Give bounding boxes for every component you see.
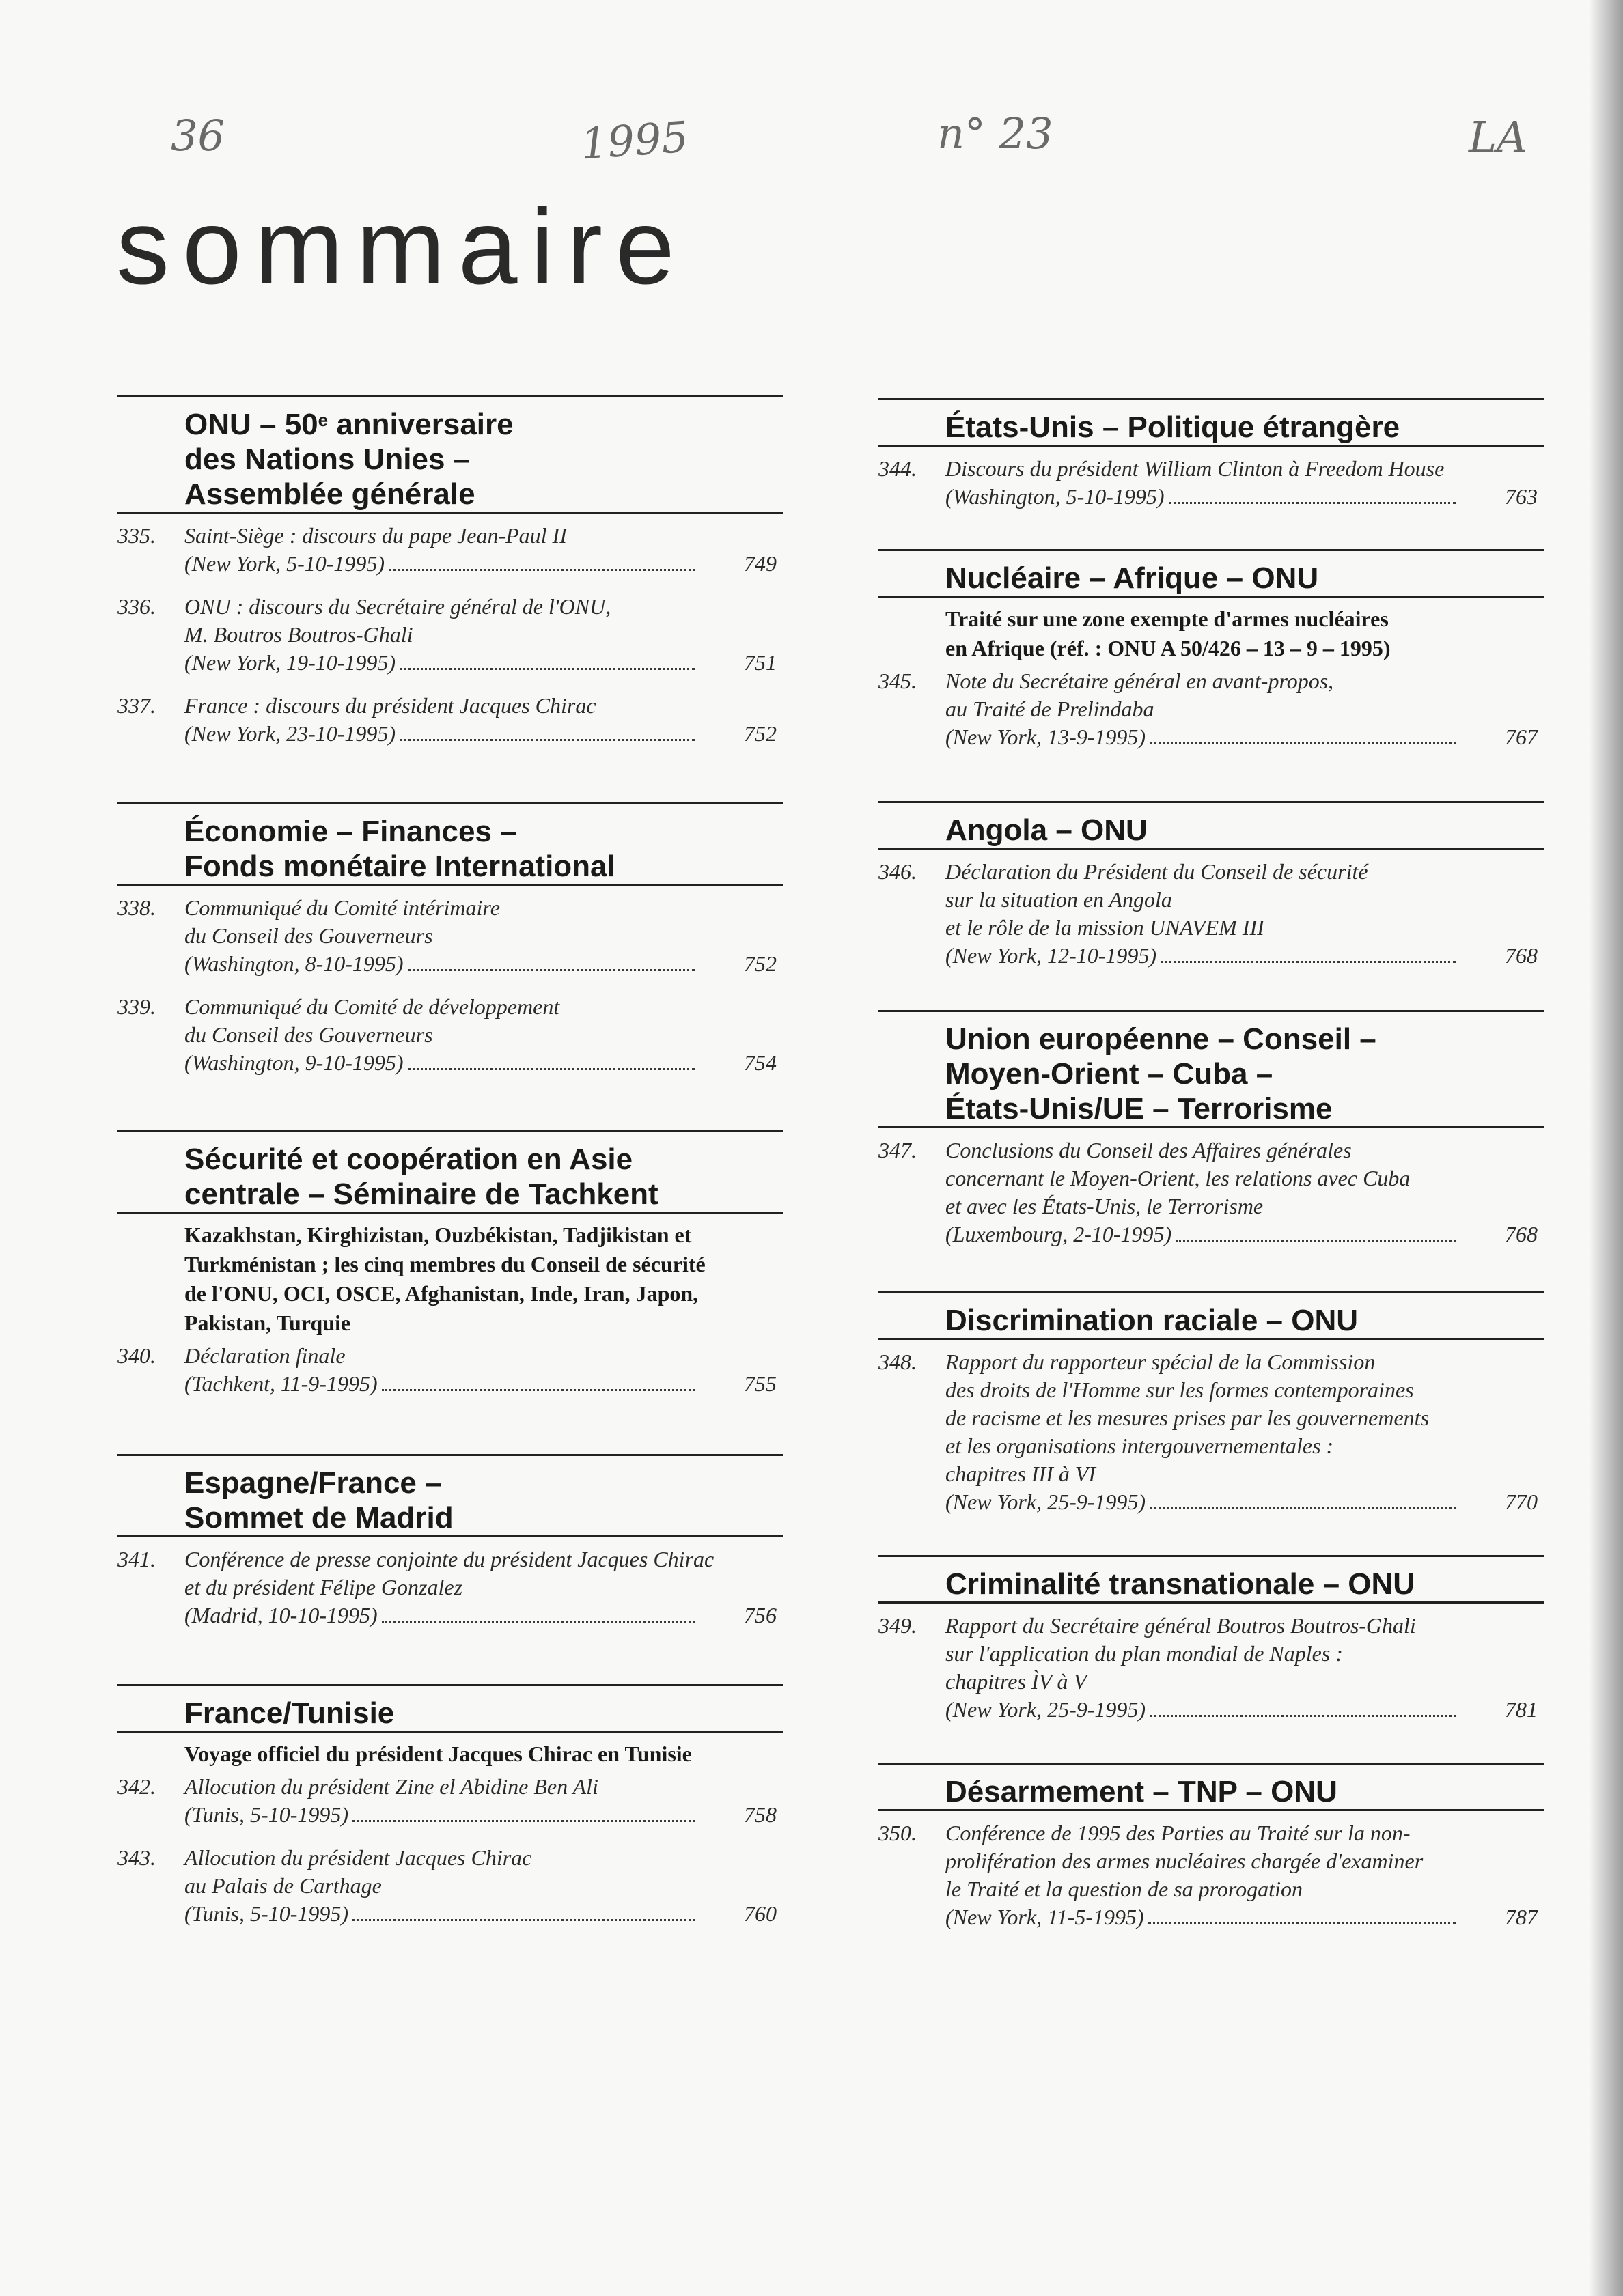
page-number: 787 bbox=[1505, 1905, 1538, 1929]
entry-number: 346. bbox=[878, 859, 917, 884]
entry-line: Allocution du président Zine el Abidine Ben Ali bbox=[184, 1774, 598, 1799]
entry-text bbox=[945, 455, 1544, 511]
heading-line: Criminalité transnationale – ONU bbox=[945, 1567, 1415, 1601]
entry-line: Déclaration du Président du Conseil de sécurité bbox=[945, 859, 1368, 884]
entry-line: du Conseil des Gouverneurs bbox=[184, 1022, 433, 1047]
section-bottom-rule bbox=[878, 1601, 1544, 1604]
page-number: 752 bbox=[744, 721, 777, 746]
toc-entry bbox=[878, 455, 1544, 511]
subtitle-line: en Afrique (réf. : ONU A 50/426 – 13 – 9 – 1995) bbox=[945, 636, 1391, 660]
heading-line: des Nations Unies – bbox=[184, 443, 471, 476]
entry-place-date: (New York, 13-9-1995) bbox=[945, 725, 1146, 749]
entry-line: Communiqué du Comité intérimaire bbox=[184, 895, 500, 920]
dot-leader bbox=[352, 1820, 695, 1822]
entry-last-line bbox=[945, 1220, 1544, 1248]
entry-last-line bbox=[184, 1801, 783, 1829]
entry-text bbox=[184, 1844, 783, 1928]
entry-number: 340. bbox=[117, 1343, 156, 1368]
entry-line: de racisme et les mesures prises par les gouvernements bbox=[945, 1405, 1430, 1430]
entry-list bbox=[117, 522, 783, 748]
dot-leader bbox=[1150, 1715, 1456, 1717]
entry-number: 350. bbox=[878, 1821, 917, 1845]
section-heading bbox=[878, 1012, 1544, 1126]
heading-line: France/Tunisie bbox=[184, 1696, 395, 1730]
entry-place-date: (New York, 25-9-1995) bbox=[945, 1697, 1146, 1722]
subtitle-line: Turkménistan ; les cinq membres du Conseil de sécurité bbox=[184, 1252, 706, 1276]
entry-last-line bbox=[184, 649, 783, 677]
handwritten-note: 36 bbox=[171, 111, 225, 160]
entry-line: et avec les États-Unis, le Terrorisme bbox=[945, 1194, 1264, 1218]
section-heading bbox=[117, 1132, 783, 1212]
toc-section bbox=[878, 1291, 1544, 1531]
heading-text: anniversaire bbox=[328, 408, 514, 441]
dot-leader bbox=[1148, 1922, 1456, 1924]
toc-section bbox=[878, 1555, 1544, 1739]
entry-line: Communiqué du Comité de développement bbox=[184, 994, 560, 1019]
entry-text bbox=[184, 522, 783, 578]
toc-entry bbox=[878, 1612, 1544, 1724]
entry-line: Discours du président William Clinton à Freedom House bbox=[945, 456, 1445, 481]
toc-entry bbox=[878, 1819, 1544, 1931]
entry-text bbox=[184, 993, 783, 1077]
entry-line: des droits de l'Homme sur les formes contemporaines bbox=[945, 1377, 1414, 1402]
toc-entry bbox=[117, 593, 783, 677]
page-number: 752 bbox=[744, 951, 777, 976]
entry-text bbox=[184, 692, 783, 748]
section-bottom-rule bbox=[878, 1126, 1544, 1128]
entry-last-line bbox=[184, 1049, 783, 1077]
entry-number: 349. bbox=[878, 1613, 917, 1638]
entry-line: Note du Secrétaire général en avant-propos, bbox=[945, 669, 1334, 693]
dot-leader bbox=[1176, 1240, 1456, 1242]
entry-list bbox=[117, 1545, 783, 1629]
entry-text bbox=[945, 667, 1544, 751]
heading-line: Assemblée générale bbox=[184, 477, 475, 511]
entry-list bbox=[117, 1773, 783, 1928]
section-bottom-rule bbox=[117, 1731, 783, 1733]
page-number: 758 bbox=[744, 1802, 777, 1827]
page-number: 781 bbox=[1505, 1697, 1538, 1722]
entry-line: le Traité et la question de sa prorogation bbox=[945, 1877, 1303, 1901]
heading-line: Angola – ONU bbox=[945, 813, 1148, 847]
entry-line: concernant le Moyen-Orient, les relations avec Cuba bbox=[945, 1166, 1411, 1190]
page-number: 760 bbox=[744, 1901, 777, 1926]
entry-line: et du président Félipe Gonzalez bbox=[184, 1575, 463, 1599]
dot-leader bbox=[1161, 961, 1456, 963]
entry-last-line bbox=[945, 723, 1544, 751]
section-bottom-rule bbox=[878, 445, 1544, 447]
entry-list bbox=[878, 1612, 1544, 1724]
entry-last-line bbox=[945, 1488, 1544, 1516]
toc-section bbox=[878, 1010, 1544, 1263]
toc-entry bbox=[878, 1348, 1544, 1516]
dot-leader bbox=[400, 668, 695, 670]
entry-number: 335. bbox=[117, 523, 156, 548]
entry-text bbox=[945, 1612, 1544, 1724]
toc-section bbox=[878, 801, 1544, 985]
entry-line: et le rôle de la mission UNAVEM III bbox=[945, 915, 1264, 940]
handwritten-note: LA bbox=[1469, 112, 1527, 162]
entry-place-date: (Washington, 5-10-1995) bbox=[945, 484, 1165, 509]
entry-place-date: (Madrid, 10-10-1995) bbox=[184, 1603, 378, 1627]
entry-number: 342. bbox=[117, 1774, 156, 1799]
subtitle-line: Kazakhstan, Kirghizistan, Ouzbékistan, Tadjikistan et bbox=[184, 1222, 692, 1247]
heading-line: Fonds monétaire International bbox=[184, 850, 615, 883]
entry-place-date: (Tachkent, 11-9-1995) bbox=[184, 1371, 378, 1396]
handwritten-note: 1995 bbox=[579, 111, 691, 169]
subtitle-line: Pakistan, Turquie bbox=[184, 1311, 351, 1335]
subtitle-line: de l'ONU, OCI, OSCE, Afghanistan, Inde, Iran, Japon, bbox=[184, 1281, 699, 1306]
section-subtitle bbox=[117, 1220, 783, 1338]
dot-leader bbox=[382, 1621, 695, 1623]
entry-place-date: (New York, 11-5-1995) bbox=[945, 1905, 1144, 1929]
page-number: 768 bbox=[1505, 1222, 1538, 1246]
entry-line: sur la situation en Angola bbox=[945, 887, 1172, 912]
handwritten-note: n° 23 bbox=[937, 109, 1053, 158]
heading-line: Désarmement – TNP – ONU bbox=[945, 1775, 1337, 1808]
heading-text: ONU – 50 bbox=[184, 408, 318, 441]
entry-line: ONU : discours du Secrétaire général de l'ONU, bbox=[184, 594, 611, 619]
page-number: 755 bbox=[744, 1371, 777, 1396]
dot-leader bbox=[408, 969, 695, 971]
entry-last-line bbox=[945, 483, 1544, 511]
section-bottom-rule bbox=[878, 1338, 1544, 1340]
entry-list bbox=[878, 1348, 1544, 1516]
heading-line: Sommet de Madrid bbox=[184, 1501, 454, 1535]
entry-line: M. Boutros Boutros-Ghali bbox=[184, 622, 413, 647]
dot-leader bbox=[382, 1389, 695, 1391]
section-heading bbox=[878, 1765, 1544, 1809]
entry-text bbox=[945, 1819, 1544, 1931]
entry-last-line bbox=[184, 1601, 783, 1629]
subtitle-line: Traité sur une zone exempte d'armes nucléaires bbox=[945, 606, 1389, 631]
section-subtitle bbox=[878, 604, 1544, 663]
toc-entry bbox=[117, 1545, 783, 1629]
entry-line: Rapport du rapporteur spécial de la Commission bbox=[945, 1349, 1376, 1374]
toc-section bbox=[878, 1763, 1544, 1946]
entry-line: Rapport du Secrétaire général Boutros Boutros-Ghali bbox=[945, 1613, 1416, 1638]
page-title: sommaire bbox=[116, 188, 688, 307]
toc-entry bbox=[117, 692, 783, 748]
toc-section bbox=[117, 395, 783, 763]
entry-line: du Conseil des Gouverneurs bbox=[184, 923, 433, 948]
toc-entry bbox=[878, 667, 1544, 751]
heading-line: Nucléaire – Afrique – ONU bbox=[945, 561, 1319, 595]
entry-text bbox=[945, 1348, 1544, 1516]
heading-line: États-Unis – Politique étrangère bbox=[945, 410, 1400, 444]
entry-text bbox=[184, 894, 783, 978]
section-bottom-rule bbox=[117, 512, 783, 514]
heading-line: Discrimination raciale – ONU bbox=[945, 1304, 1358, 1337]
entry-place-date: (New York, 12-10-1995) bbox=[945, 943, 1157, 968]
dot-leader bbox=[1169, 502, 1456, 504]
entry-line: chapitres III à VI bbox=[945, 1461, 1096, 1486]
entry-text bbox=[945, 1136, 1544, 1248]
entry-last-line bbox=[184, 950, 783, 978]
entry-line: Déclaration finale bbox=[184, 1343, 346, 1368]
entry-last-line bbox=[945, 1903, 1544, 1931]
entry-last-line bbox=[945, 942, 1544, 970]
entry-number: 337. bbox=[117, 693, 156, 718]
heading-line: Union européenne – Conseil – bbox=[945, 1022, 1376, 1056]
heading-line bbox=[184, 407, 783, 442]
heading-superscript: e bbox=[318, 410, 329, 430]
entry-list bbox=[878, 1819, 1544, 1931]
entry-number: 347. bbox=[878, 1138, 917, 1162]
entry-number: 338. bbox=[117, 895, 156, 920]
entry-line: au Traité de Prelindaba bbox=[945, 697, 1154, 721]
section-heading bbox=[117, 397, 783, 512]
toc-section bbox=[878, 398, 1544, 526]
heading-line: États-Unis/UE – Terrorisme bbox=[945, 1092, 1333, 1125]
page-number: 768 bbox=[1505, 943, 1538, 968]
page-number: 767 bbox=[1505, 725, 1538, 749]
heading-line: Moyen-Orient – Cuba – bbox=[945, 1057, 1273, 1091]
entry-number: 348. bbox=[878, 1349, 917, 1374]
section-heading bbox=[878, 1293, 1544, 1338]
toc-section bbox=[117, 1454, 783, 1644]
entry-place-date: (Luxembourg, 2-10-1995) bbox=[945, 1222, 1172, 1246]
heading-line: centrale – Séminaire de Tachkent bbox=[184, 1177, 658, 1211]
toc-entry bbox=[878, 858, 1544, 970]
toc-section bbox=[117, 1684, 783, 1943]
entry-text bbox=[184, 1342, 783, 1398]
entry-line: Saint-Siège : discours du pape Jean-Paul II bbox=[184, 523, 567, 548]
entry-place-date: (Tunis, 5-10-1995) bbox=[184, 1901, 348, 1926]
entry-last-line bbox=[184, 550, 783, 578]
section-bottom-rule bbox=[117, 1212, 783, 1214]
toc-entry bbox=[117, 1342, 783, 1398]
toc-entry bbox=[117, 993, 783, 1077]
entry-line: Conférence de presse conjointe du président Jacques Chirac bbox=[184, 1547, 715, 1571]
page-number: 754 bbox=[744, 1050, 777, 1075]
section-bottom-rule bbox=[878, 1809, 1544, 1811]
entry-place-date: (Washington, 9-10-1995) bbox=[184, 1050, 404, 1075]
section-heading bbox=[878, 400, 1544, 445]
toc-section bbox=[117, 1130, 783, 1413]
entry-line: Conférence de 1995 des Parties au Traité sur la non- bbox=[945, 1821, 1411, 1845]
entry-list bbox=[117, 894, 783, 1077]
dot-leader bbox=[408, 1068, 695, 1070]
entry-text bbox=[945, 858, 1544, 970]
entry-line: chapitres ÌV à V bbox=[945, 1669, 1087, 1694]
section-heading bbox=[117, 1686, 783, 1731]
entry-number: 343. bbox=[117, 1845, 156, 1870]
dot-leader bbox=[1150, 1507, 1456, 1509]
heading-line: Économie – Finances – bbox=[184, 815, 517, 848]
entry-number: 344. bbox=[878, 456, 917, 481]
entry-text bbox=[184, 593, 783, 677]
entry-last-line bbox=[184, 1900, 783, 1928]
dot-leader bbox=[352, 1919, 695, 1921]
entry-place-date: (New York, 19-10-1995) bbox=[184, 650, 396, 675]
entry-text bbox=[184, 1545, 783, 1629]
toc-entry bbox=[117, 522, 783, 578]
entry-list bbox=[117, 1342, 783, 1398]
toc-entry bbox=[117, 894, 783, 978]
dot-leader bbox=[400, 739, 695, 741]
entry-place-date: (New York, 5-10-1995) bbox=[184, 551, 385, 576]
section-heading bbox=[878, 551, 1544, 596]
entry-number: 336. bbox=[117, 594, 156, 619]
section-heading bbox=[878, 803, 1544, 848]
entry-place-date: (Tunis, 5-10-1995) bbox=[184, 1802, 348, 1827]
section-bottom-rule bbox=[117, 884, 783, 886]
page-number: 749 bbox=[744, 551, 777, 576]
toc-entry bbox=[878, 1136, 1544, 1248]
section-bottom-rule bbox=[117, 1535, 783, 1537]
entry-list bbox=[878, 858, 1544, 970]
toc-entry bbox=[117, 1844, 783, 1928]
toc-entry bbox=[117, 1773, 783, 1829]
subtitle-line: Voyage officiel du président Jacques Chirac en Tunisie bbox=[184, 1741, 692, 1766]
entry-number: 339. bbox=[117, 994, 156, 1019]
heading-line: Espagne/France – bbox=[184, 1466, 442, 1500]
entry-line: Conclusions du Conseil des Affaires générales bbox=[945, 1138, 1352, 1162]
page-edge-shadow bbox=[1589, 0, 1623, 2296]
section-bottom-rule bbox=[878, 596, 1544, 598]
page-number: 763 bbox=[1505, 484, 1538, 509]
entry-last-line bbox=[184, 1370, 783, 1398]
section-heading bbox=[117, 1456, 783, 1535]
entry-list bbox=[878, 455, 1544, 511]
page-number: 770 bbox=[1505, 1489, 1538, 1514]
page-number: 751 bbox=[744, 650, 777, 675]
section-subtitle bbox=[117, 1739, 783, 1769]
page-number: 756 bbox=[744, 1603, 777, 1627]
entry-place-date: (New York, 23-10-1995) bbox=[184, 721, 396, 746]
entry-line: au Palais de Carthage bbox=[184, 1873, 382, 1898]
entry-line: prolifération des armes nucléaires chargée d'examiner bbox=[945, 1849, 1424, 1873]
dot-leader bbox=[389, 569, 695, 571]
toc-section bbox=[878, 549, 1544, 766]
entry-place-date: (Washington, 8-10-1995) bbox=[184, 951, 404, 976]
section-heading bbox=[878, 1557, 1544, 1601]
section-heading bbox=[117, 804, 783, 884]
entry-list bbox=[878, 1136, 1544, 1248]
entry-text bbox=[184, 1773, 783, 1829]
entry-last-line bbox=[945, 1696, 1544, 1724]
entry-line: Allocution du président Jacques Chirac bbox=[184, 1845, 532, 1870]
heading-line: Sécurité et coopération en Asie bbox=[184, 1143, 633, 1176]
entry-line: et les organisations intergouvernementales : bbox=[945, 1433, 1334, 1458]
entry-place-date: (New York, 25-9-1995) bbox=[945, 1489, 1146, 1514]
section-bottom-rule bbox=[878, 848, 1544, 850]
entry-list bbox=[878, 667, 1544, 751]
entry-line: France : discours du président Jacques Chirac bbox=[184, 693, 596, 718]
entry-line: sur l'application du plan mondial de Naples : bbox=[945, 1641, 1343, 1666]
toc-section bbox=[117, 802, 783, 1092]
entry-number: 345. bbox=[878, 669, 917, 693]
entry-last-line bbox=[184, 720, 783, 748]
entry-number: 341. bbox=[117, 1547, 156, 1571]
dot-leader bbox=[1150, 742, 1456, 744]
